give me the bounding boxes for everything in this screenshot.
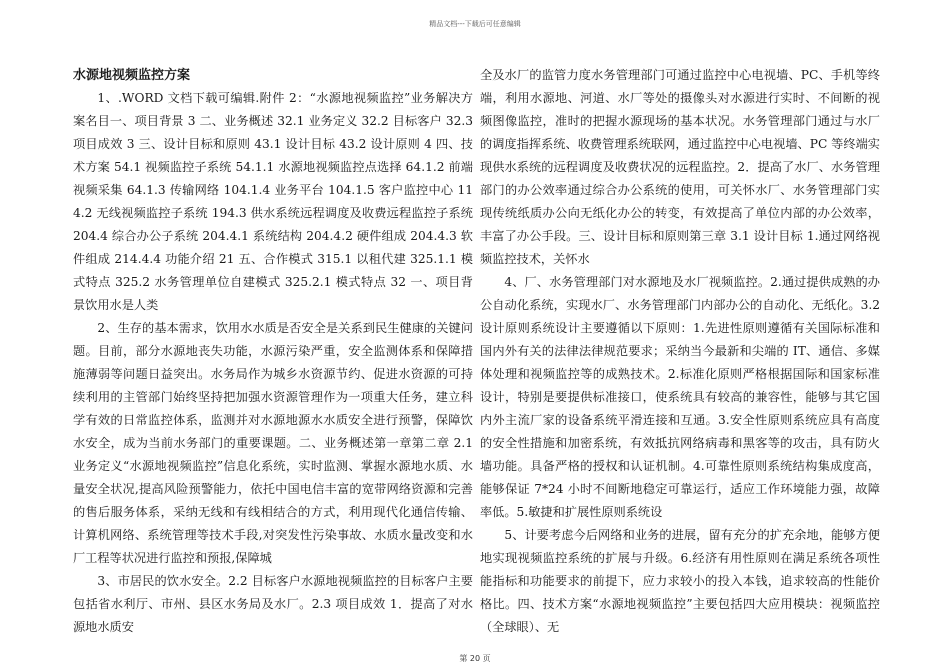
page-number: 第 20 页 — [459, 654, 491, 663]
page-header: 精品文档---下载后可任意编辑 — [429, 20, 521, 28]
paragraph-5: 5、计要考虑今后网络和业务的进展，留有充分的扩充余地，能够方便地实现视频监控系统的扩展与升级。6.经济有用性原则在满足系统各项性能指标和功能要求的前提下，应力求较小的投入本钱，追求较高的性能价格比。四、技术方案“水源地视频监控”主要包括四大应用模块：视频监控（全球眼）、无 — [480, 528, 880, 634]
paragraph-2: 2、生存的基本需求，饮用水水质是否安全是关系到民生健康的关键问题。目前，部分水源地丧失功能，水源污染严重，安全监测体系和保障措施薄弱等问题日益突出。水务局作为城乡水资源节约、促进水资源的可持续利用的主管部门始终坚持把加强水资源管理作为一项重大任务，建立科学有效的日常监控体系，监测并对水源地源水水质安全进行预警，保障饮水安全，成为当前水务部门的重要课题。二、业务概述第一章第二章 2.1 业务定义“水源地视频监控”信息化系统，实时监测、掌握水源地水质、水量安全状况,提高风险预警能力，依托中国电信丰富的宽带网络资源和完善的售后服务体系，采纳无线和有线相结合的方式，利用现代化通信传输、计算机网络、系统管理等技术手段,对突发性污染事故、水质水量改变和水厂工程等状况进行监控和预报,保障城 — [73, 321, 473, 565]
left-column — [73, 64, 473, 639]
paragraph-3: 3、市居民的饮水安全。2.2 目标客户水源地视频监控的目标客户主要包括省水利厅、市州、县区水务局及水厂。2.3 项目成效 1．提高了对水源地水质安 — [73, 574, 473, 634]
document-title: 水源地视频监控方案 — [73, 68, 191, 83]
paragraph-1: 1、.WORD 文档下载可编辑.附件 2：“水源地视频监控”业务解决方案名目一、项目背景 3 二、业务概述 32.1 业务定义 32.2 目标客户 32.3 项目成效 3 三、设计目标和原则 43.1 设计目标 43.2 设计原则 4 四、技术方案 54.1 视频监控子系统 54.1.1 水源地视频监控点选择 64.1.2 前端视频采集 64.1.3 传输网络 104.1.4 业务平台 104.1.5 客户监控中心 114.2 无线视频监控子系统 194.3 供水系统远程调度及收费远程监控子系统 204.4 综合办公子系统 204.4.1 系统结构 204.4.2 硬件组成 204.4.3 软件组成 214.4.4 功能介绍 21 五、合作模式 315.1 以租代建 325.1.1 模式特点 325.2 水务管理单位自建模式 325.2.1 模式特点 32 一、项目背景饮用水是人类 — [73, 91, 473, 312]
right-column — [480, 64, 880, 639]
paragraph-4: 4、厂、水务管理部门对水源地及水厂视频监控。2.通过提供成熟的办公自动化系统，实现水厂、水务管理部门内部办公的自动化、无纸化。3.2 设计原则系统设计主要遵循以下原则：1.先进性原则遵循有关国际标准和国内外有关的法律法律规范要求；采纳当今最新和尖端的 IT、通信、多媒体处理和视频监控等的成熟技术。2.标准化原则严格根据国际和国家标准设计，特别是要提供标准接口，使系统具有较高的兼容性，能够与其它国内外主流厂家的设备系统平滑连接和互通。3.安全性原则系统应具有高度的安全性措施和加密系统，有效抵抗网络病毒和黑客等的攻击，具有防火墙功能。具备严格的授权和认证机制。4.可靠性原则系统结构集成度高，能够保证 7*24 小时不间断地稳定可靠运行，适应工作环境能力强，故障率低。5.敏捷和扩展性原则系统设 — [480, 275, 880, 519]
paragraph-3-continued: 全及水厂的监管力度水务管理部门可通过监控中心电视墙、PC、手机等终端，利用水源地、河道、水厂等处的摄像头对水源进行实时、不间断的视频图像监控，准时的把握水源现场的基本状况。水务管理部门通过与水厂的调度指挥系统、收费管理系统联网，通过监控中心电视墙、PC 等终端实现供水系统的远程调度及收费状况的远程监控。2．提高了水厂、水务管理部门的办公效率通过综合办公系统的使用，可关怀水厂、水务管理部门实现传统纸质办公向无纸化办公的转变，有效提高了单位内部的办公效率，丰富了办公手段。三、设计目标和原则第三章 3.1 设计目标 1.通过网络视频监控技术，关怀水 — [480, 68, 880, 266]
